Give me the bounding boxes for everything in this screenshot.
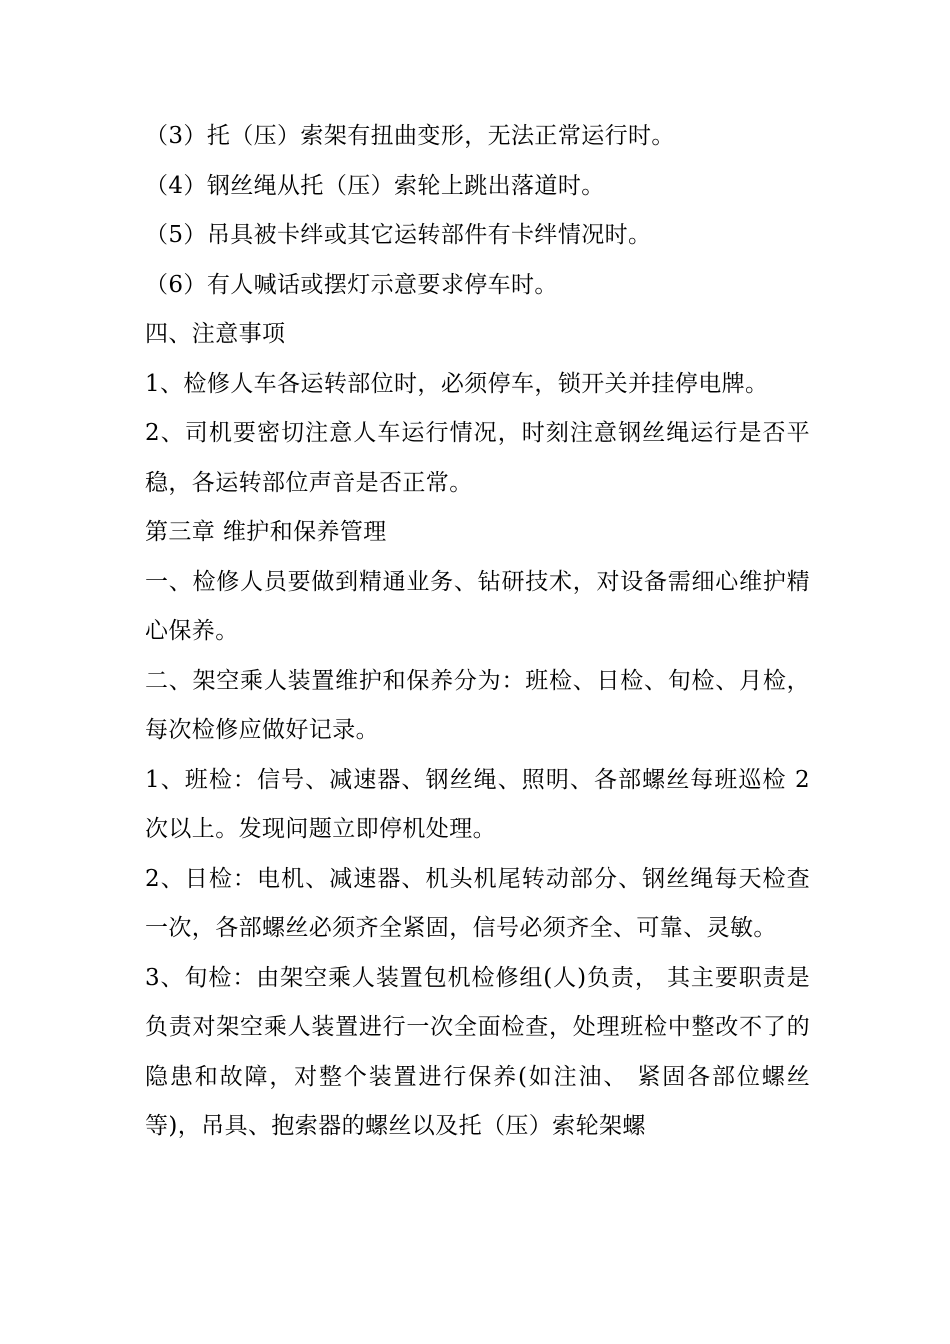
shift-inspection: 1、班检：信号、减速器、钢丝绳、照明、各部螺丝每班巡检 2 次以上。发现问题立即停机处理。 [145, 766, 810, 842]
ten-day-inspection: 3、旬检：由架空乘人装置包机检修组(人)负责， 其主要职责是负责对架空乘人装置进行一次全面检查，处理班检中整改不了的隐患和故障，对整个装置进行保养(如注油、 紧固各部位螺丝等)，吊具、抱索器的螺丝以及托（压）索轮架螺 [145, 964, 810, 1139]
maintenance-item-1: 一、检修人员要做到精通业务、钻研技术，对设备需细心维护精心保养。 [145, 568, 810, 644]
chapter-heading: 第三章 维护和保养管理 [145, 519, 387, 545]
daily-inspection: 2、日检：电机、减速器、机头机尾转动部分、钢丝绳每天检查一次，各部螺丝必须齐全紧固，信号必须齐全、可靠、灵敏。 [145, 865, 810, 941]
list-item-4: （4）钢丝绳从托（压）索轮上跳出落道时。 [145, 172, 605, 199]
list-item-6: （6）有人喊话或摆灯示意要求停车时。 [145, 271, 558, 298]
list-item-3: （3）托（压）索架有扭曲变形，无法正常运行时。 [145, 123, 675, 149]
section-heading-notes: 四、注意事项 [145, 321, 286, 347]
note-item-1: 1、检修人车各运转部位时，必须停车，锁开关并挂停电牌。 [145, 370, 769, 397]
list-item-5: （5）吊具被卡绊或其它运转部件有卡绊情况时。 [145, 222, 652, 248]
maintenance-item-2: 二、架空乘人装置维护和保养分为：班检、日检、旬检、月检，每次检修应做好记录。 [145, 667, 810, 743]
document-body [145, 112, 810, 1152]
note-item-2: 2、司机要密切注意人车运行情况，时刻注意钢丝绳运行是否平稳，各运转部位声音是否正常。 [145, 420, 810, 496]
